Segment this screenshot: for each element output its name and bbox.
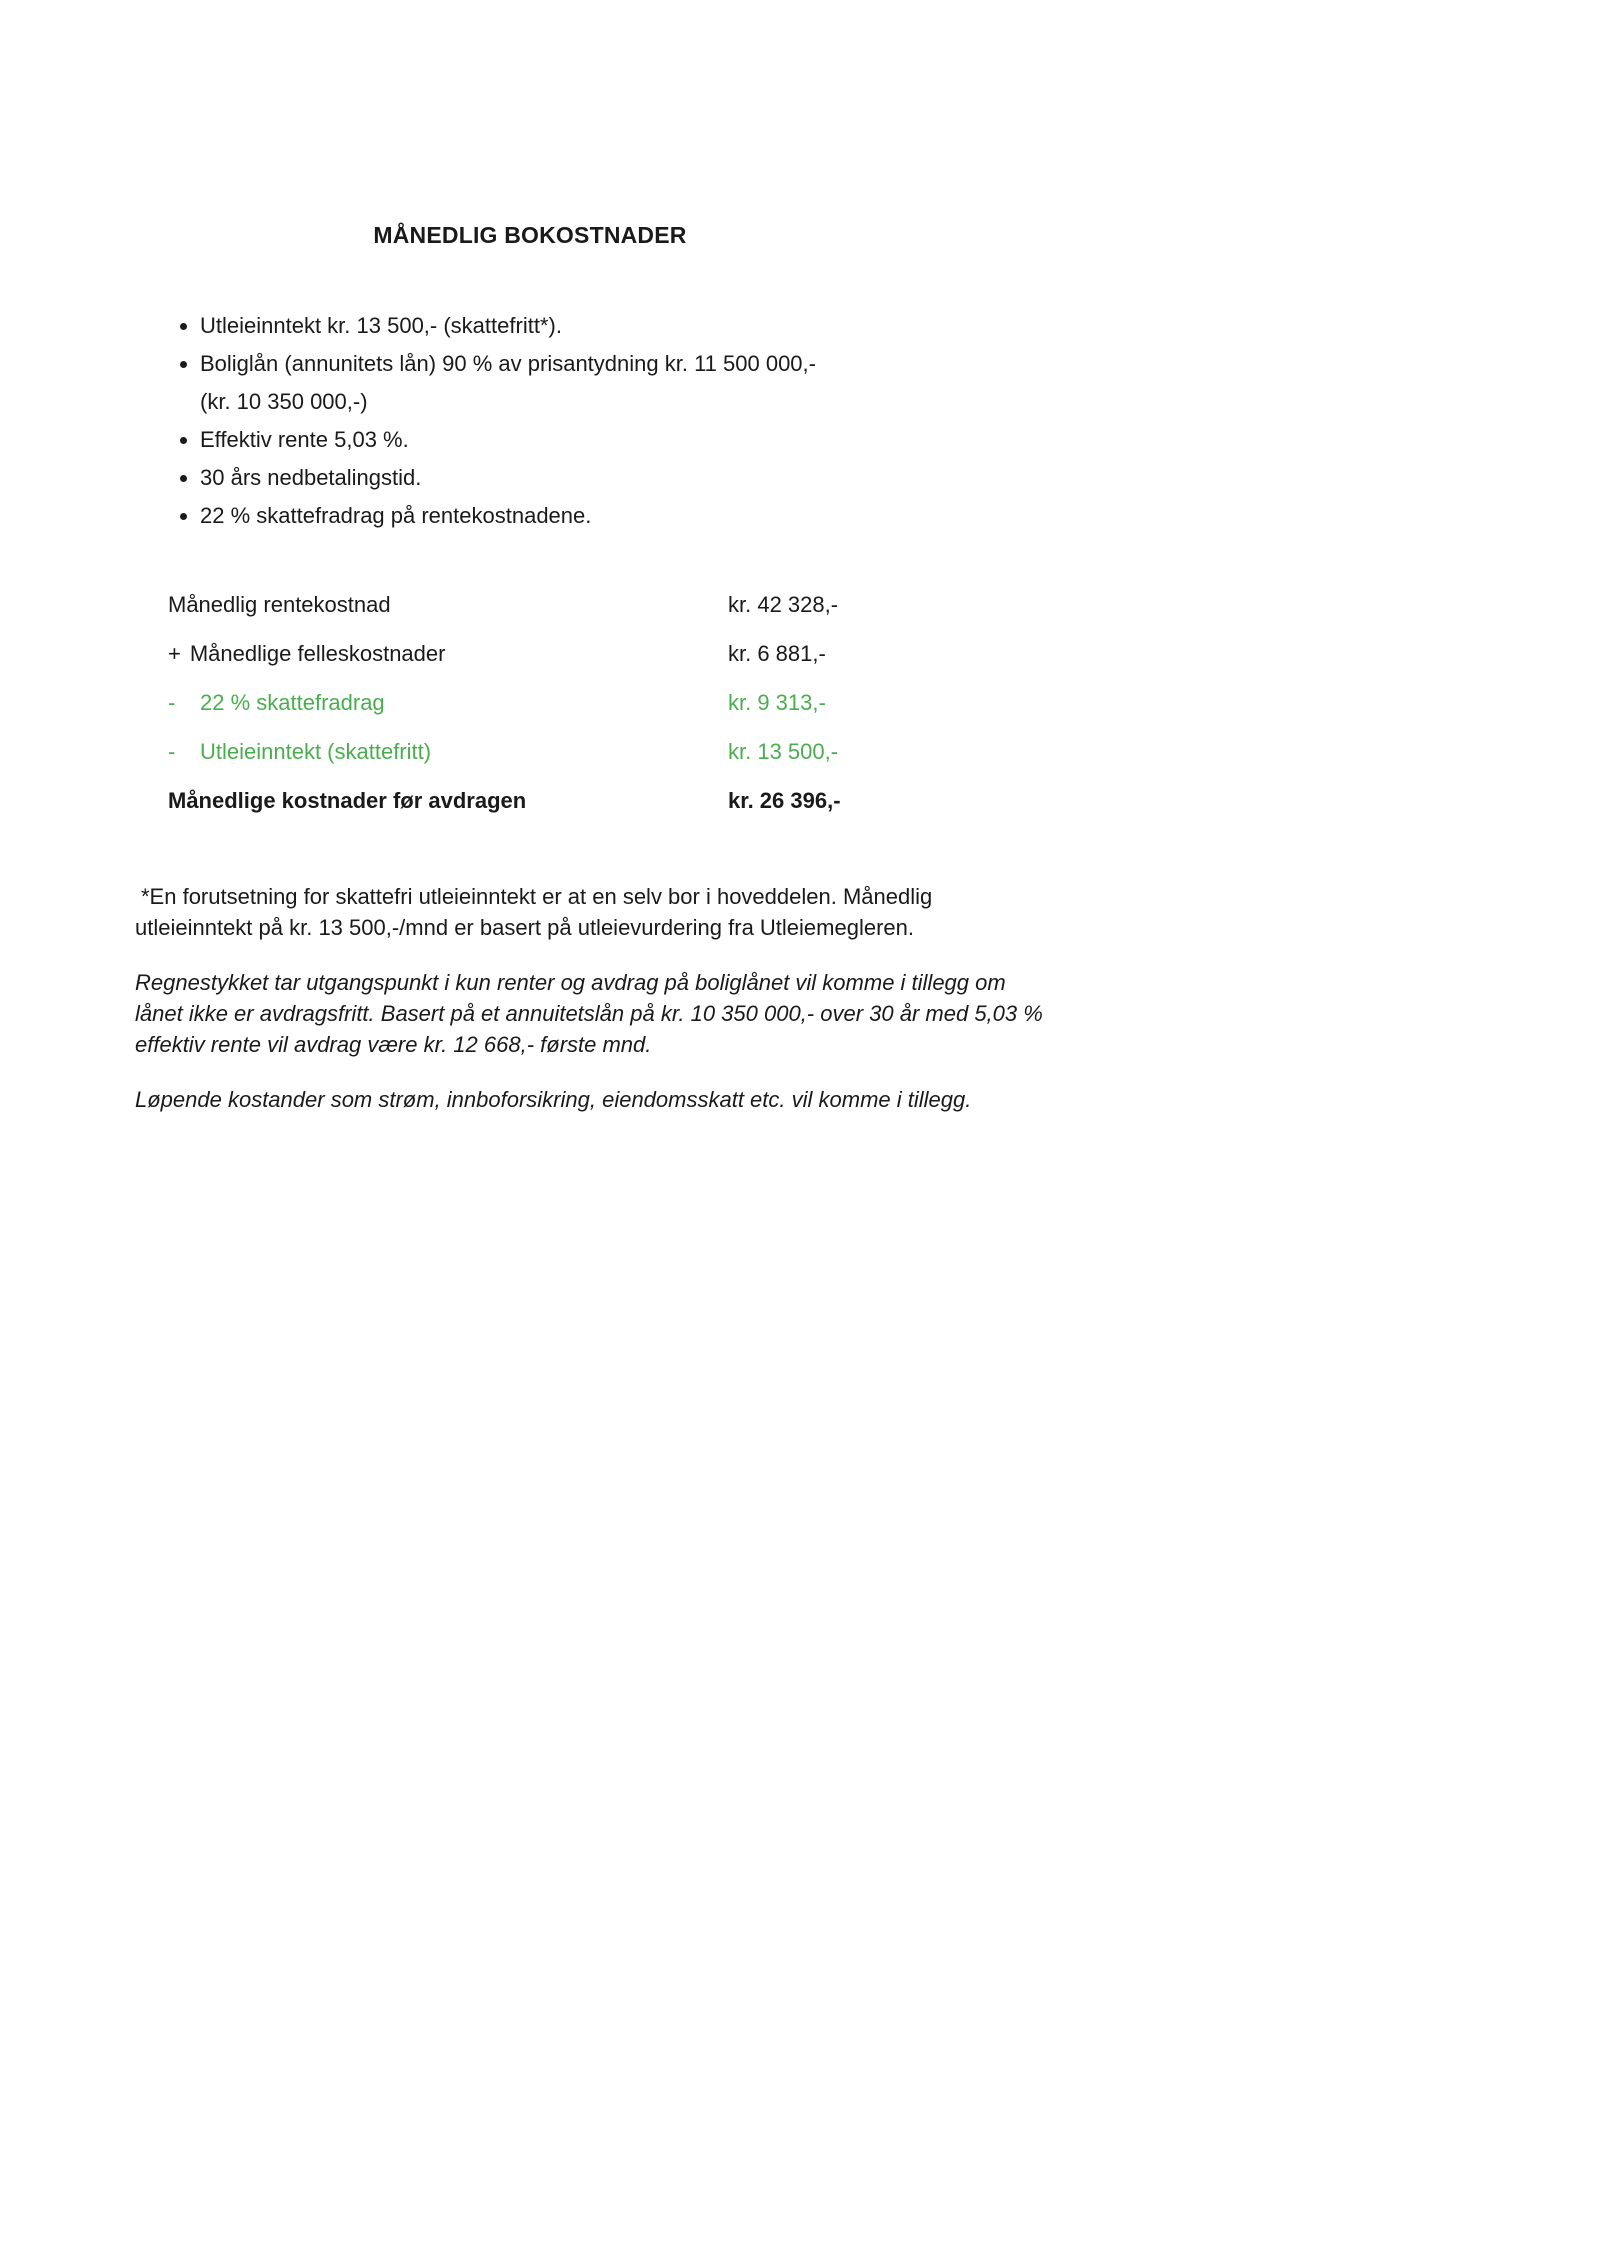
- cost-row-value: kr. 9 313,-: [728, 690, 826, 715]
- bullet-item: [200, 421, 1135, 459]
- cost-row-label: Månedlige kostnader før avdragen: [168, 788, 527, 813]
- text-line: lånet ikke er avdragsfritt. Basert på et annuitetslån på kr. 10 350 000,- over 30 år med 5,03 %: [135, 1001, 1043, 1026]
- document-content: [135, 222, 1135, 1115]
- cost-row-value: kr. 6 881,-: [728, 641, 826, 666]
- text-line: Regnestykket tar utgangspunkt i kun renter og avdrag på boliglånet vil komme i tillegg om: [135, 970, 1006, 995]
- bullet-item: [200, 345, 1135, 421]
- text-line: utleieinntekt på kr. 13 500,-/mnd er basert på utleievurdering fra Utleiemegleren.: [135, 915, 914, 940]
- cost-row: [168, 689, 1135, 717]
- cost-table: [168, 591, 1135, 815]
- cost-row: [168, 738, 1135, 766]
- bullet-text: Boliglån (annunitets lån) 90 % av prisantydning kr. 11 500 000,-: [200, 351, 816, 376]
- bullet-item: [200, 497, 1135, 535]
- cost-row-prefix: -: [168, 690, 176, 715]
- text-line: effektiv rente vil avdrag være kr. 12 668,- første mnd.: [135, 1032, 652, 1057]
- document-title: MÅNEDLIG BOKOSTNADER: [373, 222, 687, 248]
- bullet-item: [200, 459, 1135, 497]
- bullet-text: 30 års nedbetalingstid.: [200, 465, 422, 490]
- note-avdrag-paragraph: [135, 967, 1135, 1060]
- cost-row-label: Utleieinntekt (skattefritt): [200, 739, 432, 764]
- bullet-text: Utleieinntekt kr. 13 500,- (skattefritt*).: [200, 313, 562, 338]
- cost-row-value: kr. 26 396,-: [728, 788, 841, 813]
- cost-row-prefix: -: [168, 739, 176, 764]
- cost-row-prefix: +: [168, 641, 181, 666]
- cost-row-value: kr. 42 328,-: [728, 592, 839, 617]
- text-line: Løpende kostander som strøm, innboforsikring, eiendomsskatt etc. vil komme i tillegg.: [135, 1087, 972, 1112]
- text-line: *En forutsetning for skattefri utleieinntekt er at en selv bor i hoveddelen. Månedlig: [141, 884, 933, 909]
- cost-row-value: kr. 13 500,-: [728, 739, 839, 764]
- bullet-text: Effektiv rente 5,03 %.: [200, 427, 409, 452]
- footnote-paragraph: [135, 881, 1135, 943]
- cost-row: [168, 640, 1135, 668]
- bullet-list: [135, 307, 1135, 535]
- cost-row-label: Månedlig rentekostnad: [168, 592, 391, 617]
- bullet-text: 22 % skattefradrag på rentekostnadene.: [200, 503, 592, 528]
- cost-row-label: Månedlige felleskostnader: [189, 641, 446, 666]
- cost-row: [168, 591, 1135, 619]
- bullet-item: [200, 307, 1135, 345]
- note-lopende-paragraph: [135, 1084, 1135, 1115]
- bullet-text-line2: (kr. 10 350 000,-): [200, 389, 368, 414]
- cost-row-total: [168, 787, 1135, 815]
- cost-row-label: 22 % skattefradrag: [200, 690, 385, 715]
